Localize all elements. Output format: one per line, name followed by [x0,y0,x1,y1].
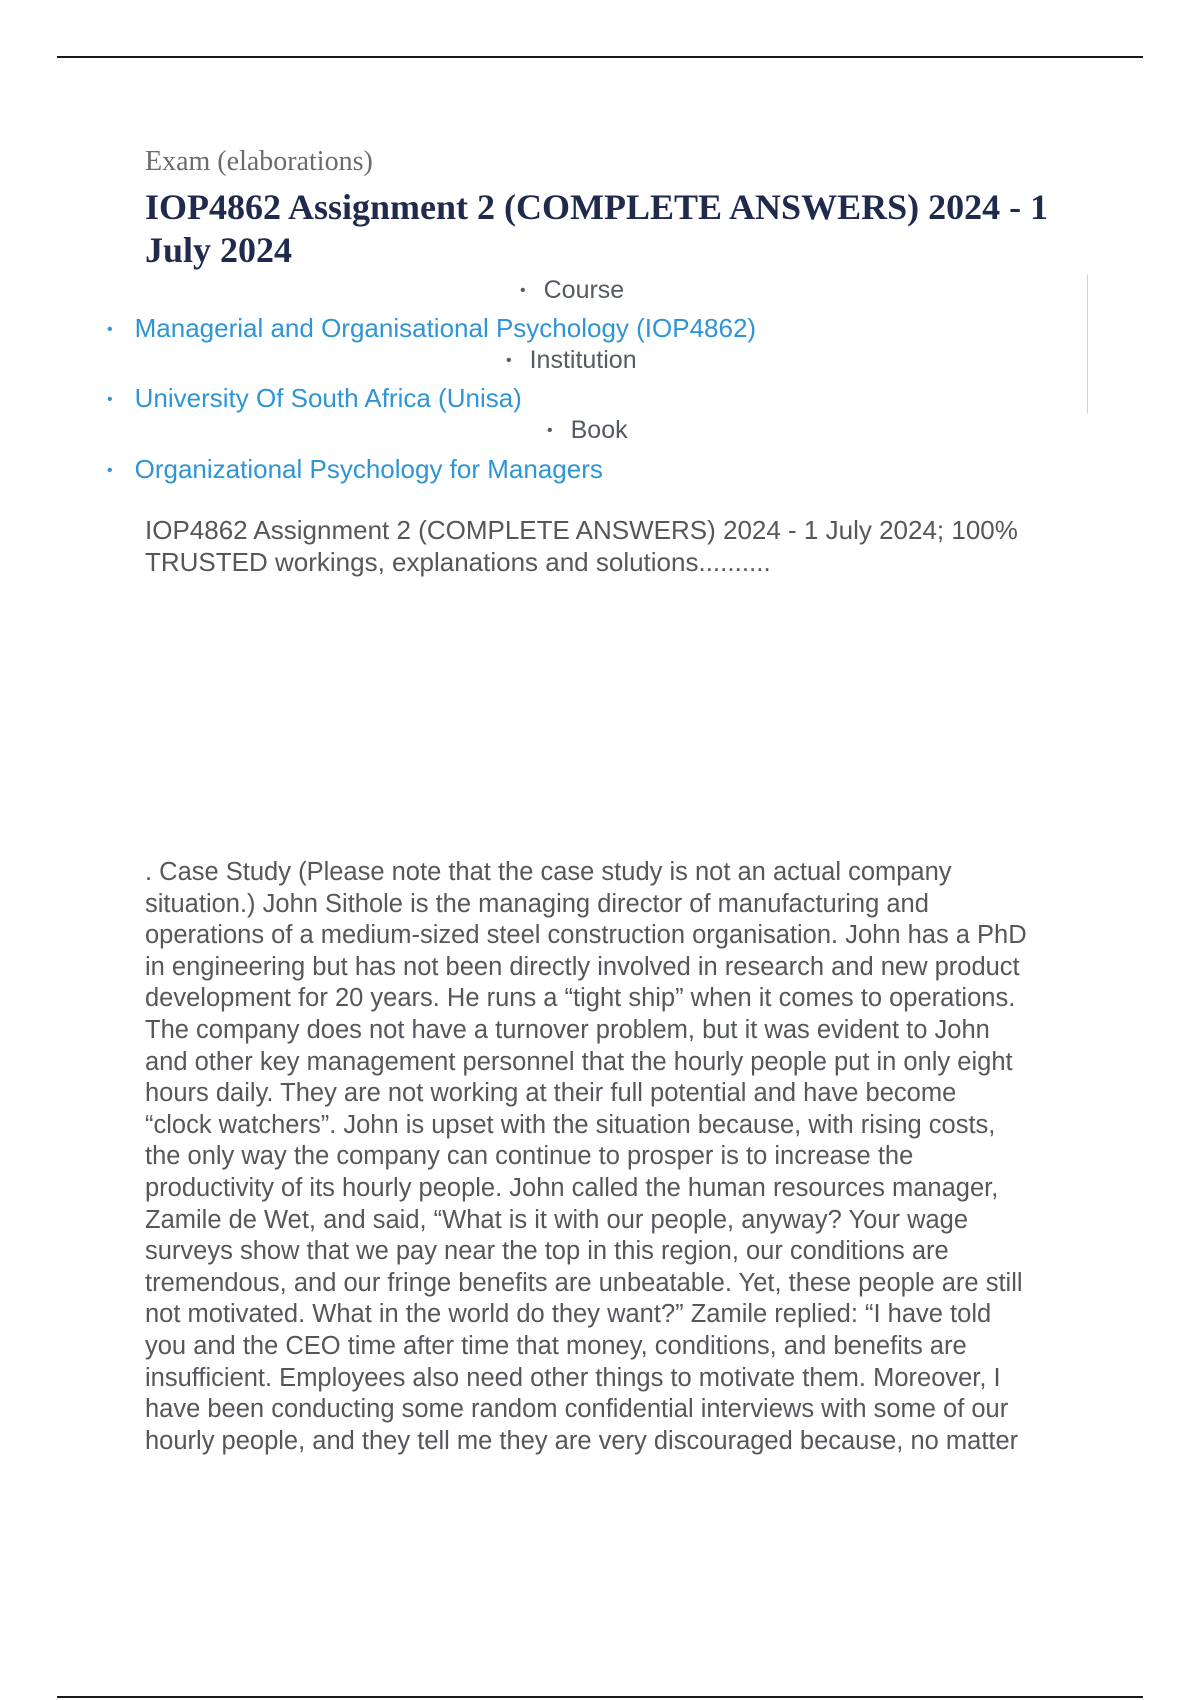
book-link[interactable]: • Organizational Psychology for Managers [107,454,603,484]
top-rule [57,56,1143,58]
bullet-icon: • [107,321,113,338]
bullet-icon: • [107,391,113,408]
bottom-rule [57,1696,1143,1698]
meta-label-course: • Course [520,276,625,304]
meta-label-book: • Book [547,416,628,444]
meta-divider [1087,275,1088,413]
course-link[interactable]: • Managerial and Organisational Psychology (IOP4862) [107,313,757,343]
meta-label-institution: • Institution [506,346,637,374]
bullet-icon: • [107,462,113,479]
document-summary: IOP4862 Assignment 2 (COMPLETE ANSWERS) 2024 - 1 July 2024; 100% TRUSTED workings, explanations and solutions.......... [145,515,1018,577]
document-type-label: Exam (elaborations) [145,146,373,177]
case-study-text: . Case Study (Please note that the case study is not an actual company situation.) John Sithole is the managing director of manufacturing and operations of a medium-sized steel construction organisation. John has a PhD in engineering but has not been directly involved in research and new product development for 20 years. He runs a “tight ship” when it comes to operations. The company does not have a turnover problem, but it was evident to John and other key management personnel that the hourly people put in only eight hours daily. They are not working at their full potential and have become “clock watchers”. John is upset with the situation because, with rising costs, the only way the company can continue to prosper is to increase the productivity of its hourly people. John called the human resources manager, Zamile de Wet, and said, “What is it with our people, anyway? Your wage surveys show that we pay near the top in this region, our conditions are tremendous, and our fringe benefits are unbeatable. Yet, these people are still not motivated. What in the world do they want?” Zamile replied: “I have told you and the CEO time after time that money, conditions, and benefits are insufficient. Employees also need other things to motivate them. Moreover, I have been conducting some random confidential interviews with some of our hourly people, and they tell me they are very discouraged because, no matter [145,858,1027,1455]
institution-link[interactable]: • University Of South Africa (Unisa) [107,383,522,413]
document-title: IOP4862 Assignment 2 (COMPLETE ANSWERS) 2024 - 1 July 2024 [145,187,1049,270]
bullet-icon: • [520,282,526,299]
bullet-icon: • [547,422,553,439]
bullet-icon: • [506,352,512,369]
